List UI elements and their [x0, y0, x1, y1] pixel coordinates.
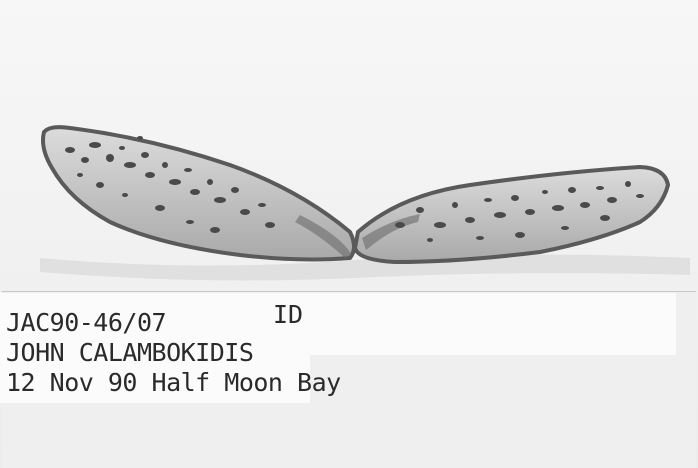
- label-patch: [310, 293, 676, 355]
- id-tag: ID: [273, 300, 304, 329]
- catalog-number: JAC90-46/07: [6, 308, 167, 337]
- date-location: 12 Nov 90 Half Moon Bay: [6, 368, 341, 397]
- photographer-name: JOHN CALAMBOKIDIS: [6, 338, 254, 367]
